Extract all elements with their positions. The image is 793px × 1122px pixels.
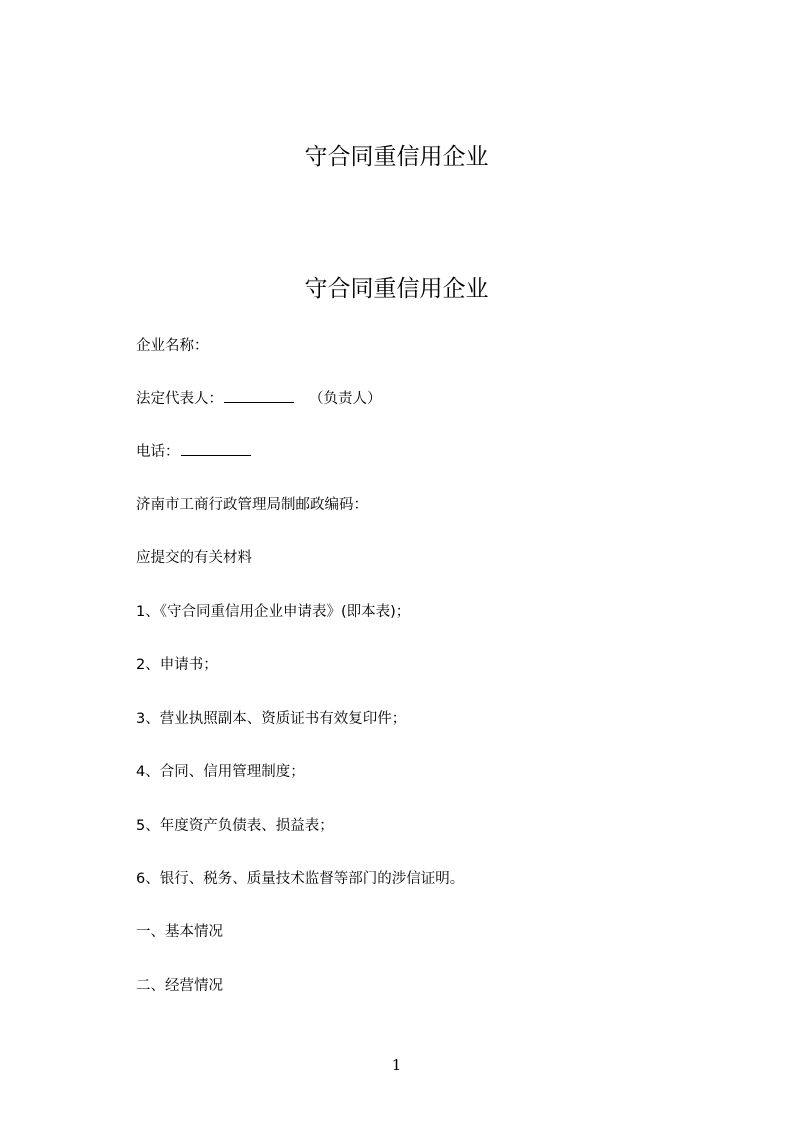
legal-rep-blank[interactable] <box>224 388 294 403</box>
material-item-3: 3、营业执照副本、资质证书有效复印件； <box>136 711 407 727</box>
cover-title: 守合同重信用企业 <box>304 144 489 170</box>
section-basic-info: 一、基本情况 <box>136 924 223 940</box>
phone-label: 电话： <box>136 444 180 460</box>
phone-row <box>136 441 252 462</box>
material-item-2: 2、申请书； <box>136 657 218 673</box>
form-title: 守合同重信用企业 <box>304 276 489 302</box>
phone-blank[interactable] <box>181 441 251 456</box>
material-item-5: 5、年度资产负债表、损益表； <box>136 818 334 834</box>
company-name-label: 企业名称： <box>136 338 209 354</box>
legal-rep-note: （负责人） <box>309 391 382 407</box>
page-number: 1 <box>391 1056 402 1074</box>
section-operations: 二、经营情况 <box>136 978 223 994</box>
material-item-1: 1、《守合同重信用企业申请表》(即本表)； <box>136 604 411 620</box>
legal-rep-label: 法定代表人： <box>136 391 223 407</box>
materials-heading: 应提交的有关材料 <box>136 550 252 566</box>
legal-rep-row <box>136 388 382 409</box>
material-item-4: 4、合同、信用管理制度； <box>136 764 305 780</box>
material-item-6: 6、银行、税务、质量技术监督等部门的涉信证明。 <box>136 871 465 887</box>
authority-postcode: 济南市工商行政管理局制邮政编码： <box>136 497 368 513</box>
